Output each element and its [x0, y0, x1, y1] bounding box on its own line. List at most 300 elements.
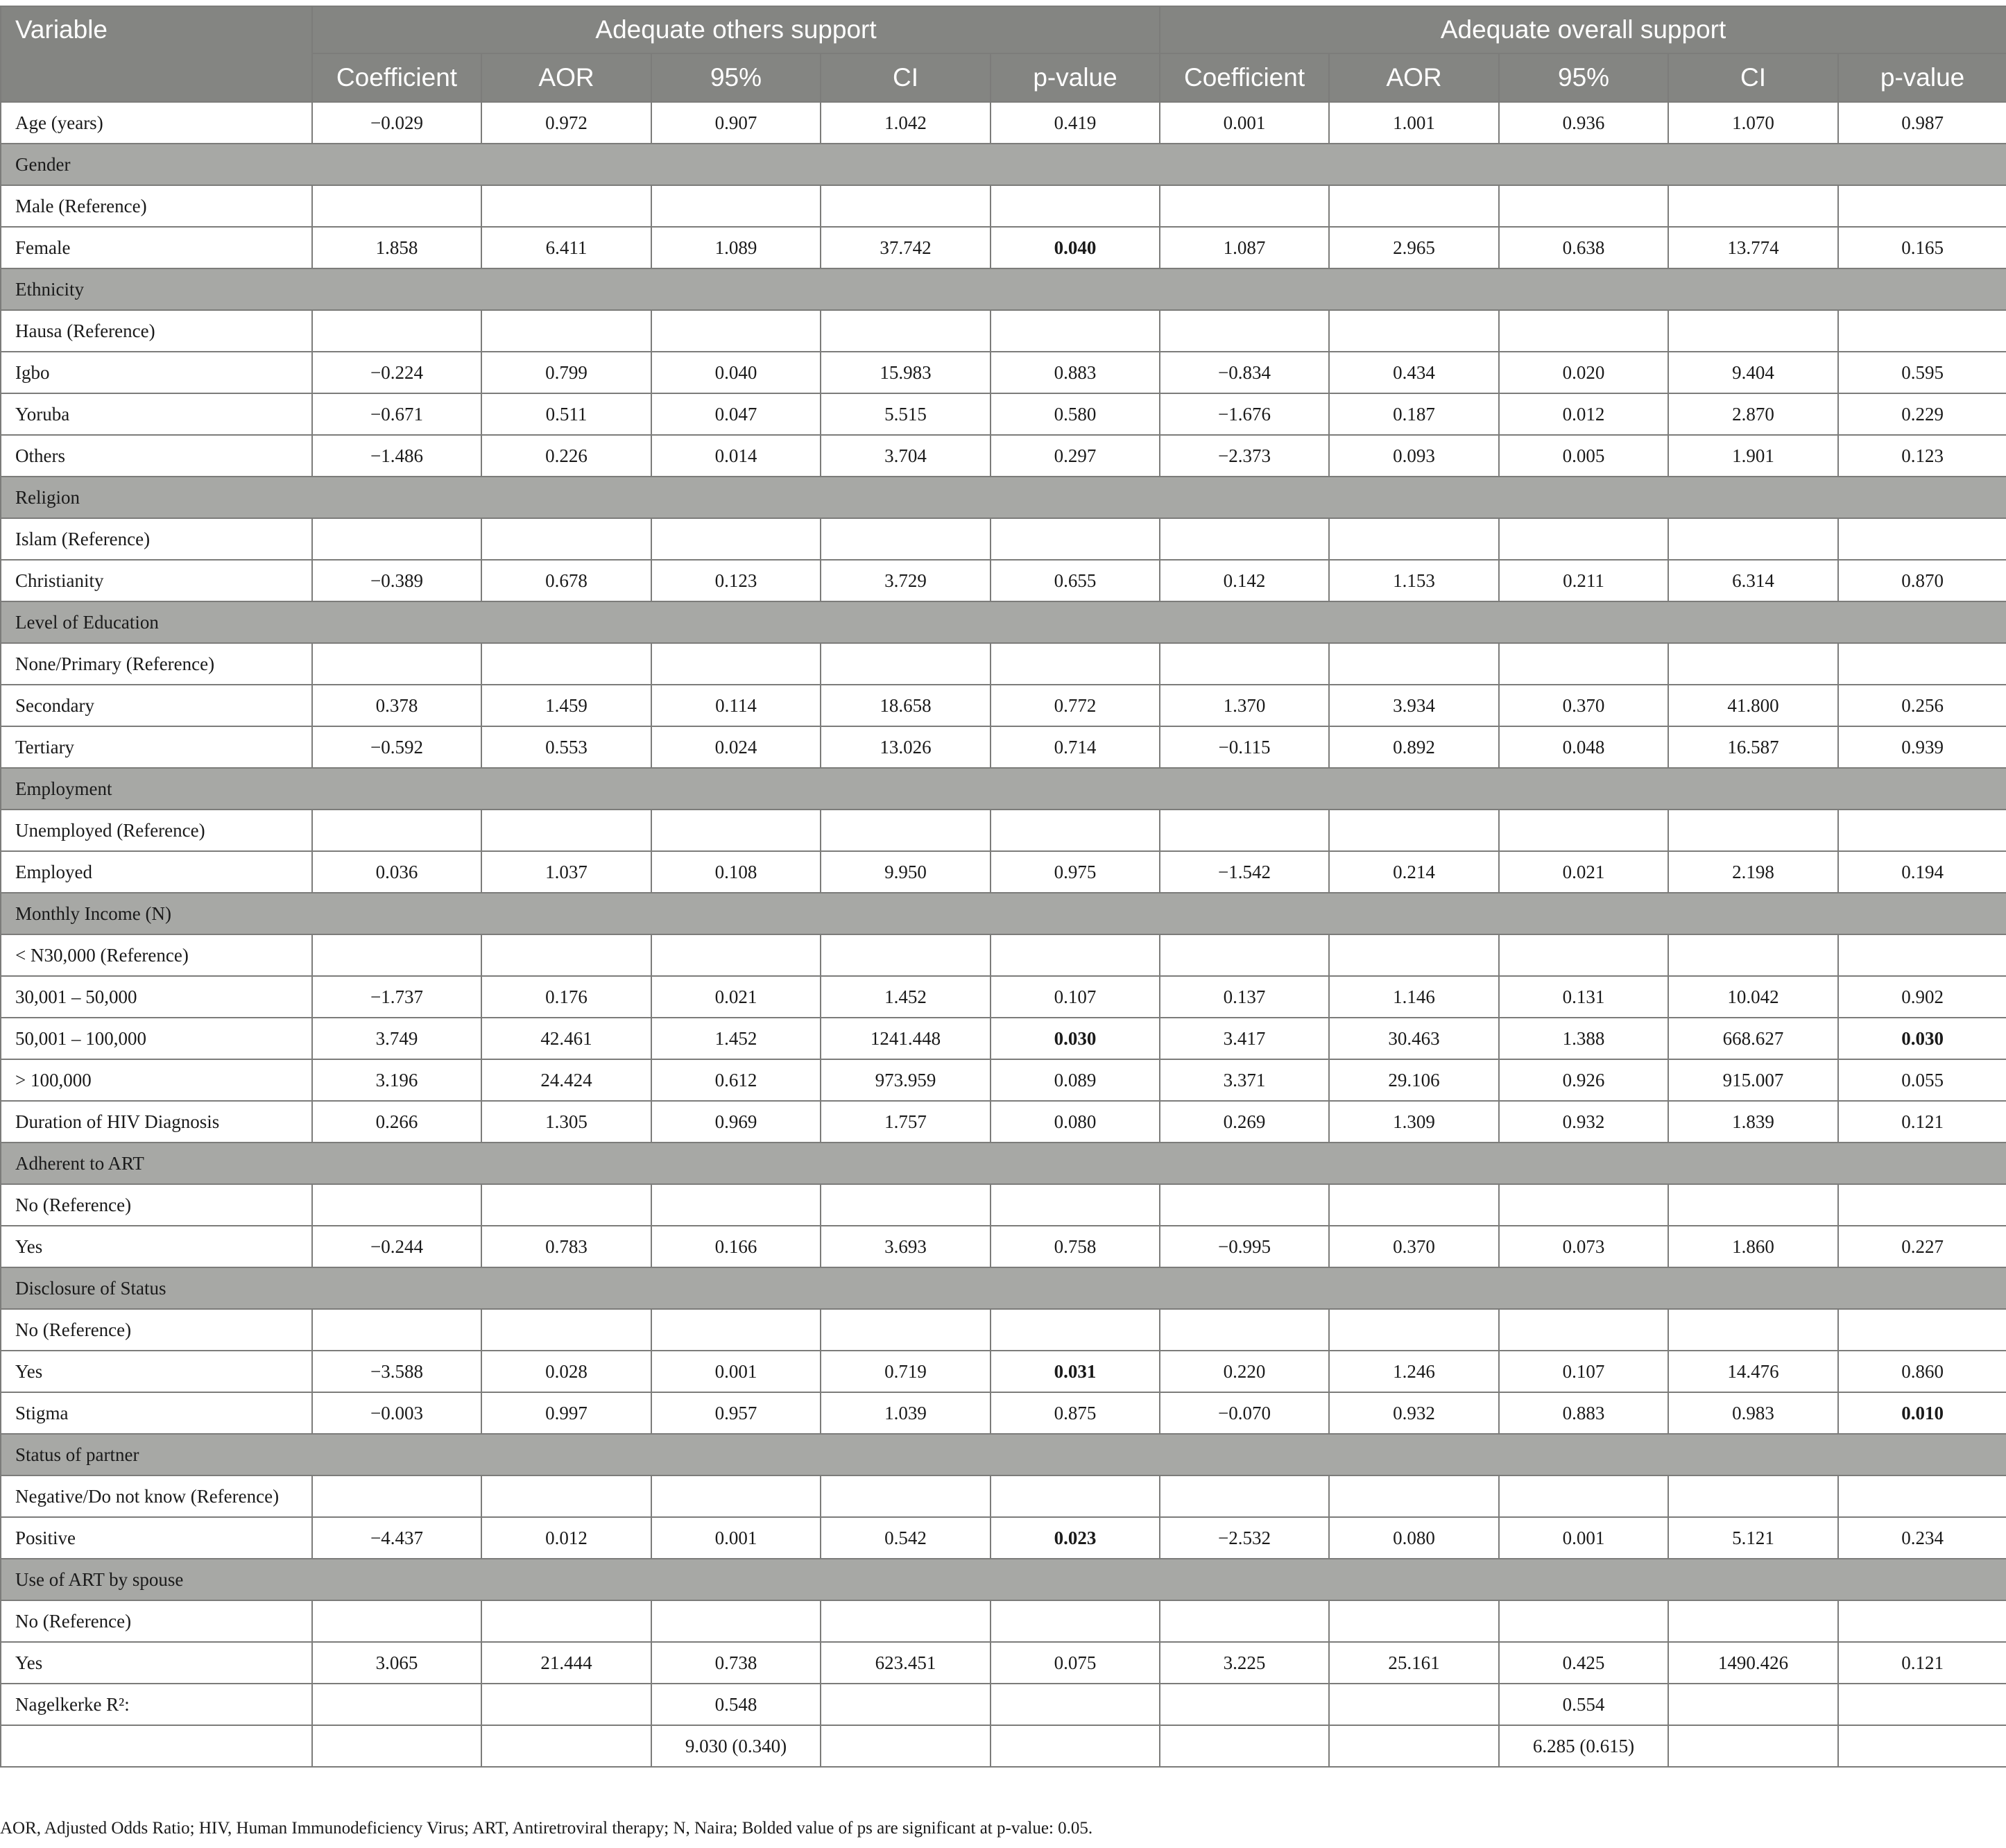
- table-cell: [991, 1184, 1160, 1226]
- table-cell: 5.515: [821, 393, 991, 435]
- table-row: [1, 976, 2006, 1018]
- group-row-cell: [1160, 1143, 1329, 1184]
- table-cell: 0.108: [651, 851, 821, 893]
- group-row-cell: [991, 1143, 1160, 1184]
- group-row: [1, 1143, 2006, 1184]
- group-row-cell: [1838, 1143, 2006, 1184]
- table-cell: 1.039: [821, 1392, 991, 1434]
- column-header: Coefficient: [312, 53, 481, 102]
- group-row-cell: [1668, 1267, 1838, 1309]
- group-row-cell: [481, 768, 651, 810]
- group-row-cell: [312, 768, 481, 810]
- group-row-cell: [1160, 268, 1329, 310]
- group-row-cell: [651, 477, 821, 518]
- table-cell: [1838, 1309, 2006, 1351]
- table-cell: [1838, 1475, 2006, 1517]
- table-cell: [481, 934, 651, 976]
- table-cell: 0.107: [991, 976, 1160, 1018]
- table-cell: 3.225: [1160, 1642, 1329, 1684]
- group-row-cell: [1838, 1434, 2006, 1475]
- table-cell: 3.065: [312, 1642, 481, 1684]
- table-cell: 0.932: [1329, 1392, 1499, 1434]
- table-cell: −0.244: [312, 1226, 481, 1267]
- group-row-cell: [312, 1434, 481, 1475]
- row-label: Negative/Do not know (Reference): [1, 1475, 312, 1517]
- table-cell: [312, 310, 481, 352]
- table-cell: 0.983: [1668, 1392, 1838, 1434]
- table-row: [1, 1309, 2006, 1351]
- variable-header: Variable: [1, 6, 312, 102]
- table-cell: [1668, 1600, 1838, 1642]
- group-row: [1, 268, 2006, 310]
- table-cell: 0.014: [651, 435, 821, 477]
- group-row-cell: [1668, 477, 1838, 518]
- table-cell: 25.161: [1329, 1642, 1499, 1684]
- table-cell: 3.693: [821, 1226, 991, 1267]
- table-cell: [1329, 185, 1499, 227]
- table-cell: [1668, 1475, 1838, 1517]
- group-label: Use of ART by spouse: [1, 1559, 312, 1600]
- table-row: [1, 851, 2006, 893]
- table-cell: 16.587: [1668, 726, 1838, 768]
- table-cell: 0.860: [1838, 1351, 2006, 1392]
- column-header: 95%: [1499, 53, 1668, 102]
- table-cell: 0.638: [1499, 227, 1668, 268]
- table-cell: 37.742: [821, 227, 991, 268]
- group-row-cell: [1160, 893, 1329, 934]
- table-cell: 1.246: [1329, 1351, 1499, 1392]
- table-cell: 1241.448: [821, 1018, 991, 1059]
- table-row: [1, 810, 2006, 851]
- group-row-cell: [991, 144, 1160, 185]
- table-cell: 0.220: [1160, 1351, 1329, 1392]
- table-cell: 3.934: [1329, 685, 1499, 726]
- table-cell: [1838, 643, 2006, 685]
- table-cell: 668.627: [1668, 1018, 1838, 1059]
- table-cell: [1160, 810, 1329, 851]
- table-row: [1, 1475, 2006, 1517]
- table-cell: −1.542: [1160, 851, 1329, 893]
- table-row: [1, 1059, 2006, 1101]
- table-cell: −4.437: [312, 1517, 481, 1559]
- table-cell: 0.655: [991, 560, 1160, 601]
- table-cell: 1.452: [821, 976, 991, 1018]
- group-row-cell: [991, 768, 1160, 810]
- table-cell: 1.860: [1668, 1226, 1838, 1267]
- table-cell: 0.047: [651, 393, 821, 435]
- table-cell: 0.987: [1838, 102, 2006, 144]
- group-row-cell: [821, 1143, 991, 1184]
- row-label: Nagelkerke R²:: [1, 1684, 312, 1725]
- group-row-cell: [1160, 477, 1329, 518]
- column-header: AOR: [481, 53, 651, 102]
- table-cell: [1499, 934, 1668, 976]
- table-cell: 1.087: [1160, 227, 1329, 268]
- row-label: Hausa (Reference): [1, 310, 312, 352]
- row-label: Christianity: [1, 560, 312, 601]
- table-row: [1, 185, 2006, 227]
- table-cell: 0.040: [991, 227, 1160, 268]
- group-label: Level of Education: [1, 601, 312, 643]
- row-label: No (Reference): [1, 1309, 312, 1351]
- table-cell: 1.153: [1329, 560, 1499, 601]
- table-cell: [651, 518, 821, 560]
- group-row-cell: [821, 601, 991, 643]
- group-row-cell: [1838, 768, 2006, 810]
- table-cell: 0.001: [651, 1517, 821, 1559]
- table-cell: [481, 1684, 651, 1725]
- table-cell: 0.542: [821, 1517, 991, 1559]
- table-cell: [651, 1475, 821, 1517]
- table-cell: [821, 810, 991, 851]
- table-cell: 1.839: [1668, 1101, 1838, 1143]
- table-cell: 0.001: [1160, 102, 1329, 144]
- table-cell: 1.459: [481, 685, 651, 726]
- group-row-cell: [312, 601, 481, 643]
- table-row: [1, 1018, 2006, 1059]
- group-row-cell: [1838, 1267, 2006, 1309]
- table-cell: [1838, 518, 2006, 560]
- table-cell: 0.580: [991, 393, 1160, 435]
- table-cell: 6.285 (0.615): [1499, 1725, 1668, 1767]
- row-label: No (Reference): [1, 1600, 312, 1642]
- table-cell: 0.297: [991, 435, 1160, 477]
- group-label: Ethnicity: [1, 268, 312, 310]
- table-cell: 0.612: [651, 1059, 821, 1101]
- column-header: 95%: [651, 53, 821, 102]
- table-cell: 0.714: [991, 726, 1160, 768]
- table-cell: −0.029: [312, 102, 481, 144]
- column-header: CI: [1668, 53, 1838, 102]
- table-cell: 0.036: [312, 851, 481, 893]
- table-row: [1, 643, 2006, 685]
- table-cell: 0.256: [1838, 685, 2006, 726]
- table-cell: 1.070: [1668, 102, 1838, 144]
- table-cell: 0.553: [481, 726, 651, 768]
- table-cell: 0.932: [1499, 1101, 1668, 1143]
- table-cell: 0.678: [481, 560, 651, 601]
- table-cell: [1499, 1600, 1668, 1642]
- table-cell: −0.834: [1160, 352, 1329, 393]
- row-label: Unemployed (Reference): [1, 810, 312, 851]
- row-label: Tertiary: [1, 726, 312, 768]
- table-cell: −1.676: [1160, 393, 1329, 435]
- table-cell: [1668, 310, 1838, 352]
- table-cell: 29.106: [1329, 1059, 1499, 1101]
- group-row-cell: [481, 268, 651, 310]
- table-cell: 0.758: [991, 1226, 1160, 1267]
- group-row-cell: [651, 268, 821, 310]
- group-row-cell: [1160, 768, 1329, 810]
- table-cell: −1.486: [312, 435, 481, 477]
- group-row-cell: [481, 893, 651, 934]
- table-cell: 0.121: [1838, 1101, 2006, 1143]
- table-cell: 2.198: [1668, 851, 1838, 893]
- group-row-cell: [991, 1434, 1160, 1475]
- table-cell: 1.042: [821, 102, 991, 144]
- table-cell: 42.461: [481, 1018, 651, 1059]
- group-row-cell: [821, 1434, 991, 1475]
- table-header: [1, 6, 2006, 102]
- group-row-cell: [651, 601, 821, 643]
- table-cell: 0.419: [991, 102, 1160, 144]
- group-row-cell: [821, 144, 991, 185]
- group-row-cell: [1329, 1267, 1499, 1309]
- table-cell: 1.037: [481, 851, 651, 893]
- table-cell: 0.137: [1160, 976, 1329, 1018]
- group-row-cell: [991, 601, 1160, 643]
- group-row-cell: [821, 768, 991, 810]
- table-cell: [991, 185, 1160, 227]
- group-row-cell: [1499, 601, 1668, 643]
- table-cell: 3.704: [821, 435, 991, 477]
- group-row: [1, 144, 2006, 185]
- table-cell: [1329, 518, 1499, 560]
- group-row-cell: [821, 1559, 991, 1600]
- table-cell: [1838, 185, 2006, 227]
- table-cell: 0.121: [1838, 1642, 2006, 1684]
- column-header: p-value: [991, 53, 1160, 102]
- table-cell: 1.370: [1160, 685, 1329, 726]
- row-label: Islam (Reference): [1, 518, 312, 560]
- table-cell: 0.075: [991, 1642, 1160, 1684]
- table-cell: [312, 1309, 481, 1351]
- table-cell: 0.902: [1838, 976, 2006, 1018]
- table-cell: [1668, 934, 1838, 976]
- table-cell: 0.936: [1499, 102, 1668, 144]
- table-cell: [1668, 1684, 1838, 1725]
- table-cell: [312, 643, 481, 685]
- group-label: Status of partner: [1, 1434, 312, 1475]
- table-cell: 0.107: [1499, 1351, 1668, 1392]
- table-cell: 1.089: [651, 227, 821, 268]
- group-row-cell: [1329, 144, 1499, 185]
- table-row: [1, 435, 2006, 477]
- table-cell: 30.463: [1329, 1018, 1499, 1059]
- group-row-cell: [1499, 268, 1668, 310]
- table-cell: [1329, 934, 1499, 976]
- table-row: [1, 1642, 2006, 1684]
- table-row: [1, 1184, 2006, 1226]
- table-cell: 0.595: [1838, 352, 2006, 393]
- group-row-cell: [1499, 477, 1668, 518]
- table-cell: [1838, 934, 2006, 976]
- table-cell: [1668, 1725, 1838, 1767]
- group-row-cell: [312, 1559, 481, 1600]
- table-cell: [481, 1309, 651, 1351]
- group-row-cell: [1668, 1559, 1838, 1600]
- table-cell: [1160, 310, 1329, 352]
- table-cell: 2.965: [1329, 227, 1499, 268]
- table-row: [1, 1600, 2006, 1642]
- table-cell: [991, 1475, 1160, 1517]
- table-cell: 21.444: [481, 1642, 651, 1684]
- table-cell: 0.031: [991, 1351, 1160, 1392]
- group-row-cell: [1160, 601, 1329, 643]
- table-cell: 13.774: [1668, 227, 1838, 268]
- group-row-cell: [1499, 1559, 1668, 1600]
- table-cell: 1490.426: [1668, 1642, 1838, 1684]
- table-cell: 2.870: [1668, 393, 1838, 435]
- group-row-cell: [1838, 893, 2006, 934]
- table-cell: 0.772: [991, 685, 1160, 726]
- table-row: [1, 227, 2006, 268]
- table-cell: [1838, 1725, 2006, 1767]
- table-cell: [1160, 1725, 1329, 1767]
- table-cell: 0.870: [1838, 560, 2006, 601]
- table-cell: 0.131: [1499, 976, 1668, 1018]
- table-cell: [312, 1184, 481, 1226]
- table-cell: −0.003: [312, 1392, 481, 1434]
- table-cell: [1160, 1684, 1329, 1725]
- table-cell: 14.476: [1668, 1351, 1838, 1392]
- row-label: Yes: [1, 1226, 312, 1267]
- row-label: Others: [1, 435, 312, 477]
- group-row-cell: [1668, 1434, 1838, 1475]
- table-row: [1, 518, 2006, 560]
- table-cell: [991, 1309, 1160, 1351]
- table-cell: [651, 810, 821, 851]
- group-row-cell: [821, 893, 991, 934]
- table-cell: 6.314: [1668, 560, 1838, 601]
- group-header-others-support: Adequate others support: [312, 6, 1160, 53]
- table-cell: [821, 518, 991, 560]
- table-cell: 3.729: [821, 560, 991, 601]
- table-cell: [821, 1684, 991, 1725]
- group-row: [1, 893, 2006, 934]
- table-cell: 1.309: [1329, 1101, 1499, 1143]
- table-cell: 0.176: [481, 976, 651, 1018]
- table-cell: 0.028: [481, 1351, 651, 1392]
- table-cell: [1160, 1184, 1329, 1226]
- table-cell: 0.378: [312, 685, 481, 726]
- table-cell: [481, 810, 651, 851]
- table-cell: [1160, 1600, 1329, 1642]
- table-cell: 0.080: [991, 1101, 1160, 1143]
- row-label: 30,001 – 50,000: [1, 976, 312, 1018]
- group-row: [1, 601, 2006, 643]
- table-cell: [312, 934, 481, 976]
- regression-table: [0, 6, 2006, 1768]
- group-row-cell: [481, 1434, 651, 1475]
- table-row: [1, 726, 2006, 768]
- table-cell: 973.959: [821, 1059, 991, 1101]
- table-cell: 1.452: [651, 1018, 821, 1059]
- table-cell: [1329, 310, 1499, 352]
- table-cell: 0.030: [991, 1018, 1160, 1059]
- row-label: < N30,000 (Reference): [1, 934, 312, 976]
- group-row-cell: [1668, 268, 1838, 310]
- group-row-cell: [1499, 1143, 1668, 1184]
- table-cell: [651, 1600, 821, 1642]
- table-cell: 9.404: [1668, 352, 1838, 393]
- table-cell: [1160, 934, 1329, 976]
- table-cell: [1668, 518, 1838, 560]
- table-cell: [1329, 1684, 1499, 1725]
- group-row-cell: [481, 1559, 651, 1600]
- table-cell: 0.975: [991, 851, 1160, 893]
- table-cell: [1160, 1475, 1329, 1517]
- table-cell: 15.983: [821, 352, 991, 393]
- table-cell: 10.042: [1668, 976, 1838, 1018]
- table-cell: 3.196: [312, 1059, 481, 1101]
- table-cell: [312, 1600, 481, 1642]
- group-row-cell: [481, 477, 651, 518]
- table-cell: 0.738: [651, 1642, 821, 1684]
- row-label: 50,001 – 100,000: [1, 1018, 312, 1059]
- table-cell: 0.123: [651, 560, 821, 601]
- table-cell: 1.757: [821, 1101, 991, 1143]
- table-cell: 0.010: [1838, 1392, 2006, 1434]
- group-row-cell: [821, 1267, 991, 1309]
- group-row-cell: [991, 1267, 1160, 1309]
- column-header: Coefficient: [1160, 53, 1329, 102]
- table-cell: 41.800: [1668, 685, 1838, 726]
- row-label: Yes: [1, 1642, 312, 1684]
- group-row-cell: [1668, 601, 1838, 643]
- group-row-cell: [1329, 1434, 1499, 1475]
- table-cell: 0.021: [1499, 851, 1668, 893]
- table-cell: [481, 643, 651, 685]
- table-cell: [1838, 1684, 2006, 1725]
- table-cell: 0.548: [651, 1684, 821, 1725]
- table-cell: [651, 310, 821, 352]
- table-cell: [1160, 643, 1329, 685]
- group-label: Monthly Income (N): [1, 893, 312, 934]
- table-cell: 9.030 (0.340): [651, 1725, 821, 1767]
- table-cell: 0.024: [651, 726, 821, 768]
- table-row: [1, 1517, 2006, 1559]
- table-cell: 0.883: [1499, 1392, 1668, 1434]
- table-cell: 0.089: [991, 1059, 1160, 1101]
- group-row-cell: [1160, 1267, 1329, 1309]
- table-cell: 623.451: [821, 1642, 991, 1684]
- row-label: Female: [1, 227, 312, 268]
- table-cell: [312, 1684, 481, 1725]
- table-row: [1, 1351, 2006, 1392]
- table-cell: [481, 1475, 651, 1517]
- table-cell: [651, 934, 821, 976]
- table-cell: [1838, 1184, 2006, 1226]
- table-cell: 0.214: [1329, 851, 1499, 893]
- table-cell: [481, 185, 651, 227]
- table-cell: [481, 1184, 651, 1226]
- group-row-cell: [312, 144, 481, 185]
- table-cell: [1838, 810, 2006, 851]
- table-cell: 0.783: [481, 1226, 651, 1267]
- table-row: [1, 934, 2006, 976]
- group-row-cell: [1668, 144, 1838, 185]
- row-label: None/Primary (Reference): [1, 643, 312, 685]
- table-row: [1, 560, 2006, 601]
- row-label: Duration of HIV Diagnosis: [1, 1101, 312, 1143]
- table-cell: [1499, 1184, 1668, 1226]
- table-cell: 0.883: [991, 352, 1160, 393]
- table-cell: 13.026: [821, 726, 991, 768]
- row-label: Positive: [1, 1517, 312, 1559]
- table-row: [1, 352, 2006, 393]
- table-cell: [1329, 643, 1499, 685]
- group-row: [1, 1267, 2006, 1309]
- table-cell: [991, 1684, 1160, 1725]
- group-row-cell: [312, 1267, 481, 1309]
- table-row: [1, 1226, 2006, 1267]
- group-row-cell: [312, 893, 481, 934]
- group-row-cell: [651, 893, 821, 934]
- column-header: AOR: [1329, 53, 1499, 102]
- table-cell: [1668, 185, 1838, 227]
- table-cell: 0.957: [651, 1392, 821, 1434]
